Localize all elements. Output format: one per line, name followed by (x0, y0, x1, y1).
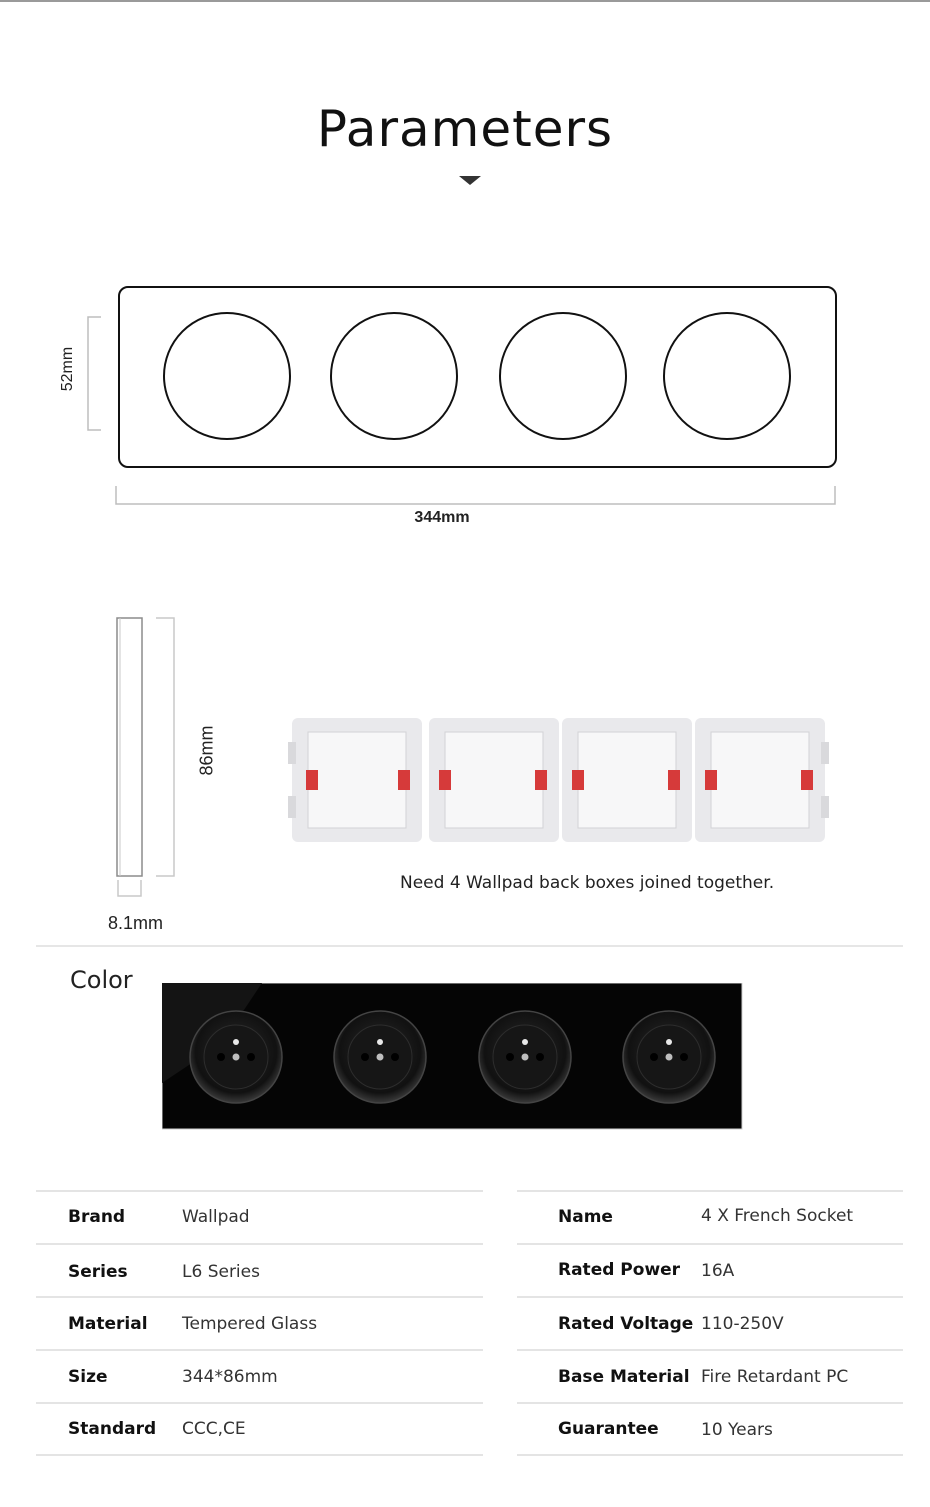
front-circle (500, 313, 626, 439)
back-box (429, 718, 559, 842)
side-depth-label: 8.1mm (108, 913, 164, 933)
spec-value: 10 Years (701, 1420, 773, 1440)
color-label: Color (70, 966, 133, 994)
height-dimension-label: 52mm (59, 346, 76, 392)
spec-divider (517, 1349, 903, 1351)
spec-key: Size (68, 1367, 108, 1387)
back-box (288, 718, 422, 842)
spec-value: 344*86mm (182, 1367, 278, 1387)
french-socket (334, 1011, 426, 1103)
spec-key: Rated Power (558, 1260, 681, 1280)
spec-divider (36, 1402, 483, 1404)
french-socket (623, 1011, 715, 1103)
spec-value: 110-250V (701, 1314, 784, 1334)
spec-divider (517, 1402, 903, 1404)
spec-key: Series (68, 1262, 128, 1282)
spec-value: CCC,CE (182, 1419, 246, 1439)
back-box (695, 718, 829, 842)
front-circle (164, 313, 290, 439)
spec-key: Brand (68, 1207, 126, 1227)
height-bracket (88, 317, 101, 430)
width-dimension-label: 344mm (414, 509, 470, 526)
back-box (562, 718, 692, 842)
caret-down-icon (459, 176, 481, 185)
page-title: Parameters (316, 100, 614, 158)
spec-divider (517, 1190, 903, 1192)
spec-value: L6 Series (182, 1262, 260, 1282)
spec-value: Fire Retardant PC (701, 1367, 849, 1387)
side-view-diagram (100, 610, 190, 910)
spec-divider (36, 1349, 483, 1351)
side-panel (117, 618, 142, 876)
spec-table-right (517, 1190, 903, 1460)
front-view-diagram (0, 270, 930, 540)
spec-key: Rated Voltage (558, 1314, 694, 1334)
spec-divider (36, 1296, 483, 1298)
spec-divider (517, 1296, 903, 1298)
section-divider (36, 945, 903, 947)
spec-divider (36, 1190, 483, 1192)
spec-key: Standard (68, 1419, 157, 1439)
spec-divider (36, 1454, 483, 1456)
front-circle (331, 313, 457, 439)
spec-value: Tempered Glass (182, 1314, 318, 1334)
spec-value: Wallpad (182, 1207, 250, 1227)
french-socket (190, 1011, 282, 1103)
top-rule (0, 0, 930, 2)
side-depth-bracket (118, 880, 141, 896)
spec-key: Name (558, 1207, 613, 1227)
side-height-bracket (156, 618, 174, 876)
back-boxes-image (288, 712, 833, 852)
spec-divider (36, 1243, 483, 1245)
spec-value: 16A (701, 1261, 735, 1281)
spec-divider (517, 1243, 903, 1245)
back-box-note: Need 4 Wallpad back boxes joined together. (400, 873, 775, 893)
spec-table-left (36, 1190, 483, 1460)
spec-key: Material (68, 1314, 148, 1334)
color-panel-image (162, 983, 744, 1131)
spec-divider (517, 1454, 903, 1456)
spec-value: 4 X French Socket (701, 1206, 854, 1226)
side-height-label: 86mm (196, 725, 217, 776)
width-bracket (116, 486, 835, 504)
french-socket (479, 1011, 571, 1103)
front-circle (664, 313, 790, 439)
spec-key: Base Material (558, 1367, 690, 1387)
spec-key: Guarantee (558, 1419, 659, 1439)
